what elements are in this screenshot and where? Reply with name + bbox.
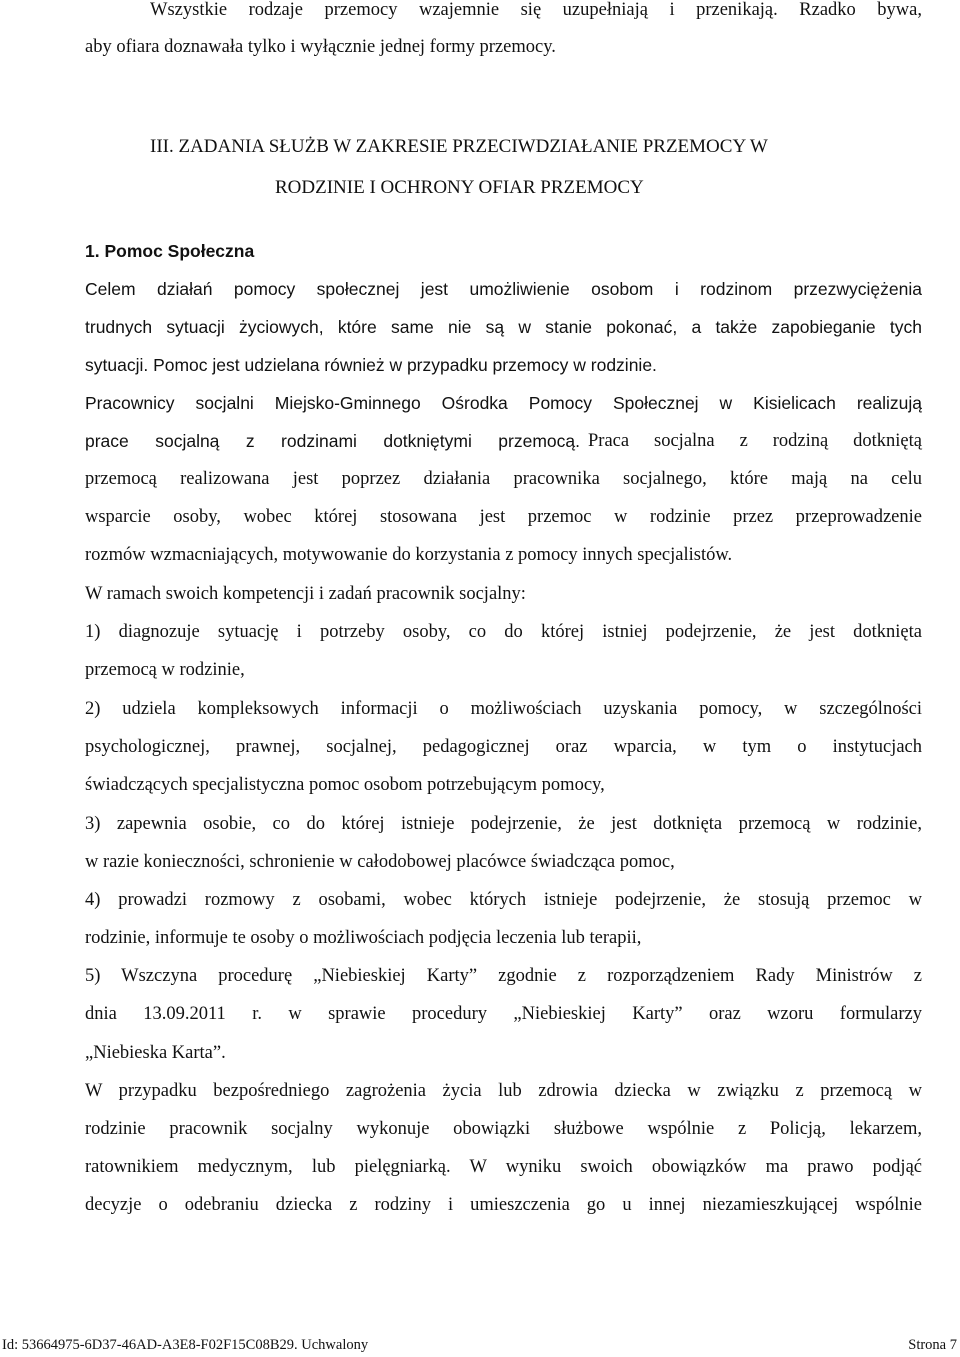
paragraph-line: Celem działań pomocy społecznej jest umożliwienie osobom i rodzinom przezwyciężenia xyxy=(85,279,922,299)
list-item: „Niebieska Karta”. xyxy=(85,1043,226,1063)
chapter-heading: RODZINIE I OCHRONY OFIAR PRZEMOCY xyxy=(275,177,644,198)
page-number: Strona 7 xyxy=(908,1337,957,1353)
paragraph-line: decyzje o odebraniu dziecka z rodziny i umieszczenia go u innej niezamieszkującej wspólnie xyxy=(85,1195,922,1215)
list-item: przemocą w rodzinie, xyxy=(85,660,245,680)
chapter-heading: III. ZADANIA SŁUŻB W ZAKRESIE PRZECIWDZIAŁANIE PRZEMOCY W xyxy=(150,136,768,157)
list-item: 3) zapewnia osobie, co do której istnieje podejrzenie, że jest dotknięta przemocą w rodzinie, xyxy=(85,814,922,834)
list-intro: W ramach swoich kompetencji i zadań pracownik socjalny: xyxy=(85,584,526,604)
paragraph-segment: Praca socjalna z rodziną dotkniętą xyxy=(588,431,922,451)
list-item: 5) Wszczyna procedurę „Niebieskiej Karty” zgodnie z rozporządzeniem Rady Ministrów z xyxy=(85,966,922,986)
document-id: Id: 53664975-6D37-46AD-A3E8-F02F15C08B29. Uchwalony xyxy=(2,1337,369,1353)
list-item: 2) udziela kompleksowych informacji o możliwościach uzyskania pomocy, w szczególności xyxy=(85,699,922,719)
paragraph-line: rodzinie pracownik socjalny wykonuje obowiązki służbowe wspólnie z Policją, lekarzem, xyxy=(85,1119,922,1139)
intro-line: aby ofiara doznawała tylko i wyłącznie jednej formy przemocy. xyxy=(85,37,556,57)
paragraph-line: rozmów wzmacniających, motywowanie do korzystania z pomocy innych specjalistów. xyxy=(85,545,733,565)
paragraph-line: przemocą realizowana jest poprzez działania pracownika socjalnego, które mają na celu xyxy=(85,469,922,489)
paragraph-line: W przypadku bezpośredniego zagrożenia życia lub zdrowia dziecka w związku z przemocą w xyxy=(85,1081,922,1101)
list-item: psychologicznej, prawnej, socjalnej, pedagogicznej oraz wparcia, w tym o instytucjach xyxy=(85,737,922,757)
intro-line xyxy=(150,0,922,29)
paragraph-line: Pracownicy socjalni Miejsko-Gminnego Ośrodka Pomocy Społecznej w Kisielicach realizują xyxy=(85,393,922,413)
paragraph-line: trudnych sytuacji życiowych, które same nie są w stanie pokonać, a także zapobieganie tych xyxy=(85,317,922,337)
list-item: świadczących specjalistyczna pomoc osobom potrzebującym pomocy, xyxy=(85,775,605,795)
paragraph-line: sytuacji. Pomoc jest udzielana również w przypadku przemocy w rodzinie. xyxy=(85,355,657,375)
intro-text: Wszystkie rodzaje przemocy wzajemnie się uzupełniają i przenikają. Rzadko bywa, xyxy=(150,0,922,20)
paragraph-line: wsparcie osoby, wobec której stosowana jest przemoc w rodzinie przez przeprowadzenie xyxy=(85,507,922,527)
page-footer xyxy=(0,1334,960,1356)
list-item: dnia 13.09.2011 r. w sprawie procedury „Niebieskiej Karty” oraz wzoru formularzy xyxy=(85,1004,922,1024)
paragraph-segment: prace socjalną z rodzinami dotkniętymi przemocą. xyxy=(85,431,580,451)
list-item: 4) prowadzi rozmowy z osobami, wobec których istnieje podejrzenie, że stosują przemoc w xyxy=(85,890,922,910)
list-item: w razie konieczności, schronienie w całodobowej placówce świadcząca pomoc, xyxy=(85,852,675,872)
section-heading: 1. Pomoc Społeczna xyxy=(85,241,255,261)
paragraph-line: ratownikiem medycznym, lub pielęgniarką. W wyniku swoich obowiązków ma prawo podjąć xyxy=(85,1157,922,1177)
list-item: rodzinie, informuje te osoby o możliwościach podjęcia leczenia lub terapii, xyxy=(85,928,642,948)
list-item: 1) diagnozuje sytuację i potrzeby osoby, co do której istniej podejrzenie, że jest dotknięta xyxy=(85,622,922,642)
